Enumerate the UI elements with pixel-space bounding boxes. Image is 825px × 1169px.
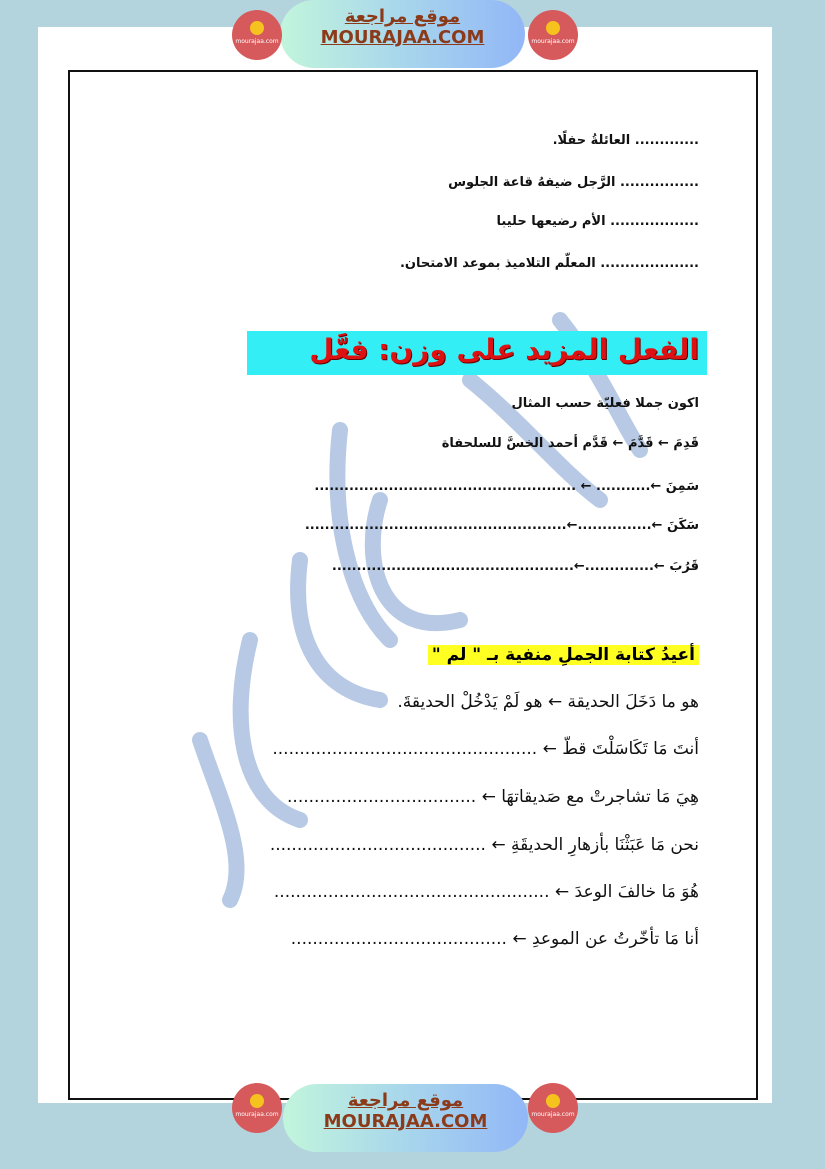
exercise-line: أنا مَا تأخّرتُ عن الموعدِ ← ........................................ — [290, 929, 699, 949]
site-logo-icon: mourajaa.com — [232, 10, 282, 60]
exercise-line: سَكَنَ ←...............←..................................................... — [304, 518, 699, 533]
fill-line: .................... المعلّم التلاميذ بموعد الامتحان. — [399, 256, 699, 271]
example: قَدِمَ ← قَدَّمَ ← قَدَّم أحمد الخسَّ للسلحفاة — [441, 436, 699, 451]
banner-arabic: موقع مراجعة — [347, 1090, 464, 1111]
example: هو ما دَخَلَ الحديقة ← هو لَمْ يَدْخُلْ الحديقةَ. — [397, 692, 699, 712]
site-logo-icon: mourajaa.com — [528, 1083, 578, 1133]
site-logo-icon: mourajaa.com — [528, 10, 578, 60]
fill-line: ............. العائلةُ حفلًا. — [552, 133, 699, 148]
section-title-negation: أعيدُ كتابة الجملِ منفية بـ " لم " — [428, 645, 699, 665]
site-logo-icon: mourajaa.com — [232, 1083, 282, 1133]
banner-latin: MOURAJAA.COM — [323, 1111, 488, 1132]
site-banner-top[interactable] — [280, 0, 525, 68]
section-title-fa33al: الفعل المزيد على وزن: فعَّل — [247, 331, 707, 375]
fill-line: .................. الأم رضيعها حليبا — [496, 214, 699, 229]
site-banner-bottom[interactable] — [283, 1084, 528, 1152]
exercise-line: سَمِنَ ←........... ← ..................................................... — [314, 479, 699, 494]
banner-latin: MOURAJAA.COM — [320, 27, 485, 48]
exercise-line: نحن مَا عَبَثْنَا بأزهارِ الحديقَةِ ← ........................................ — [269, 835, 699, 855]
fill-line: ................ الرَّجل ضيفهُ قاعة الجلوس — [448, 175, 699, 190]
exercise-line: أنتَ مَا تَكَاسَلْتَ قطّ ← ................................................. — [272, 739, 699, 759]
banner-arabic: موقع مراجعة — [344, 6, 461, 27]
exercise-line: هُوَ مَا خالفَ الوعدَ ← ................................................... — [273, 882, 699, 902]
exercise-line: هِيَ مَا تشاجرتْ مع صَديقاتهَا ← ................................... — [287, 787, 699, 807]
instruction: اكون جملا فعليّة حسب المثال — [511, 396, 699, 411]
exercise-line: قَرُبَ ←..............←................................................. — [331, 559, 699, 574]
